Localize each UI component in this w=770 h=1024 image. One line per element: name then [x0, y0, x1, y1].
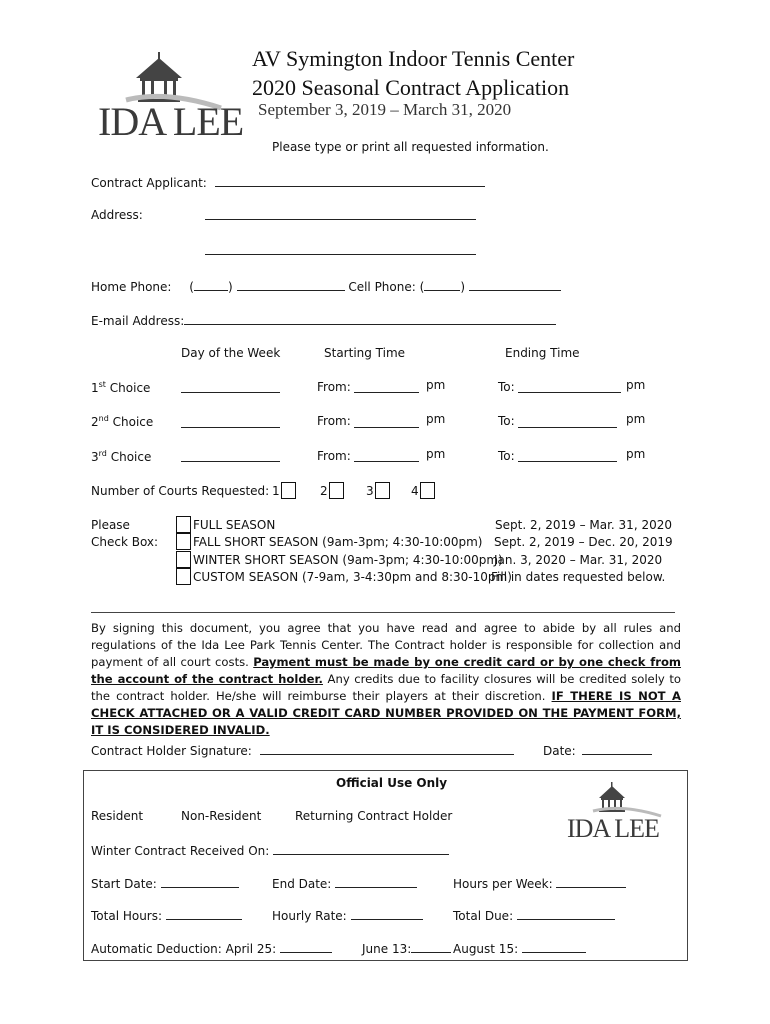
auto-deduction-row — [91, 940, 332, 956]
signature-label: Contract Holder Signature: — [91, 744, 252, 758]
logo-brand-text-small: IDA LEE — [567, 814, 659, 843]
choice-2-to-pm: pm — [626, 412, 646, 426]
total-hours-input[interactable] — [166, 907, 242, 920]
agreement-text-1: By signing this document, you agree that you have read and agree to abide by all rules and regulations of the Ida Lee Park Tennis Center. The Contract holder is responsible for collection and payment of all court costs. — [91, 621, 681, 669]
auto-deduction-april-label: Automatic Deduction: April 25: — [91, 942, 277, 956]
choice-num: 3 — [91, 450, 99, 464]
hours-per-week-label: Hours per Week: — [453, 877, 553, 891]
choice-3-from-pm: pm — [426, 447, 446, 461]
august-deduction-input[interactable] — [522, 940, 586, 953]
choice-row-3 — [91, 449, 151, 464]
hourly-rate-row — [272, 907, 423, 923]
paren-open: ( — [189, 280, 194, 294]
agreement-text-2: Any credits due to facility closures will be credited solely to the contract holder. He/she will reimburse their players at their discretion. — [91, 672, 681, 703]
applicant-row — [91, 174, 485, 190]
choice-sup: rd — [98, 449, 107, 458]
date-input[interactable] — [582, 742, 652, 755]
address-line-1[interactable] — [205, 219, 476, 220]
court-option-1-label: 1 — [272, 484, 280, 498]
choice-label: Choice — [109, 381, 151, 395]
season-fall-dates: Sept. 2, 2019 – Dec. 20, 2019 — [494, 535, 673, 549]
total-due-row — [453, 907, 615, 923]
june-label: June 13: — [362, 942, 412, 956]
season-full-checkbox[interactable] — [176, 516, 191, 533]
paren-close: ) — [227, 280, 233, 294]
address-label: Address: — [91, 208, 143, 222]
non-resident-label: Non-Resident — [181, 809, 262, 823]
total-hours-label: Total Hours: — [91, 909, 163, 923]
phone-row — [91, 278, 561, 294]
signature-row — [91, 742, 514, 758]
choice-sup: nd — [98, 414, 109, 423]
agreement-paragraph — [91, 620, 681, 739]
choice-2-to-input[interactable] — [518, 427, 617, 428]
applicant-label: Contract Applicant: — [91, 176, 207, 190]
august-label: August 15: — [453, 942, 519, 956]
choice-num: 1 — [91, 381, 99, 395]
choice-sup: st — [98, 380, 106, 389]
season-fall-checkbox[interactable] — [176, 533, 191, 550]
court-option-2-label: 2 — [320, 484, 328, 498]
home-phone-label: Home Phone: — [91, 280, 172, 294]
col-day-header: Day of the Week — [181, 346, 281, 360]
june-row — [362, 940, 451, 956]
season-custom-dates: Fill in dates requested below. — [491, 570, 666, 584]
home-area-code[interactable] — [194, 278, 228, 291]
choice-label: Choice — [112, 415, 154, 429]
end-date-label: End Date: — [272, 877, 332, 891]
choice-2-from-label: From: — [317, 414, 351, 428]
section-divider — [91, 612, 675, 613]
winter-received-label: Winter Contract Received On: — [91, 844, 270, 858]
agreement-invalid-notice: IF THERE IS NOT A CHECK ATTACHED OR A VALID CREDIT CARD NUMBER PROVIDED ON THE PAYMENT FORM, IT IS CONSIDERED INVALID. — [91, 689, 681, 737]
logo-brand-text: IDA LEE — [98, 99, 244, 144]
season-custom-checkbox[interactable] — [176, 568, 191, 585]
please-label: Please — [91, 518, 130, 532]
choice-3-day-input[interactable] — [181, 461, 280, 462]
choice-row-2 — [91, 414, 153, 429]
season-fall-name: FALL SHORT SEASON (9am-3pm; 4:30-10:00pm) — [193, 535, 483, 549]
hours-per-week-input[interactable] — [556, 875, 626, 888]
total-due-label: Total Due: — [453, 909, 514, 923]
choice-1-from-label: From: — [317, 380, 351, 394]
court-option-3-checkbox[interactable] — [375, 482, 390, 499]
official-use-title: Official Use Only — [336, 776, 448, 790]
total-due-input[interactable] — [517, 907, 615, 920]
start-date-input[interactable] — [161, 875, 239, 888]
total-hours-row — [91, 907, 242, 923]
paren-open: ( — [419, 280, 425, 294]
address-line-2[interactable] — [205, 254, 476, 255]
date-row — [543, 742, 652, 758]
court-option-4-checkbox[interactable] — [420, 482, 435, 499]
hourly-rate-label: Hourly Rate: — [272, 909, 347, 923]
home-phone-input[interactable] — [237, 278, 345, 291]
choice-1-from-pm: pm — [426, 378, 446, 392]
choice-1-to-input[interactable] — [518, 392, 621, 393]
choice-label: Choice — [110, 450, 152, 464]
choice-1-from-input[interactable] — [354, 392, 419, 393]
season-winter-checkbox[interactable] — [176, 551, 191, 568]
choice-3-from-input[interactable] — [354, 461, 419, 462]
april-deduction-input[interactable] — [280, 940, 332, 953]
check-box-label: Check Box: — [91, 535, 159, 549]
choice-3-to-pm: pm — [626, 447, 646, 461]
end-date-row — [272, 875, 417, 891]
agreement-payment-notice: Payment must be made by one credit card or by one check from the account of the contract holder. — [91, 655, 682, 686]
email-row — [91, 312, 556, 328]
choice-row-1 — [91, 380, 150, 395]
returning-holder-label: Returning Contract Holder — [295, 809, 453, 823]
choice-2-to-label: To: — [498, 414, 515, 428]
instruction-text: Please type or print all requested information. — [272, 140, 549, 154]
choice-num: 2 — [91, 415, 99, 429]
season-full-dates: Sept. 2, 2019 – Mar. 31, 2020 — [495, 518, 672, 532]
col-start-header: Starting Time — [324, 346, 406, 360]
choice-2-day-input[interactable] — [181, 427, 280, 428]
june-deduction-input[interactable] — [411, 940, 451, 953]
choice-3-from-label: From: — [317, 449, 351, 463]
winter-received-input[interactable] — [273, 842, 449, 855]
winter-received-row — [91, 842, 449, 858]
end-date-input[interactable] — [335, 875, 417, 888]
choice-3-to-label: To: — [498, 449, 515, 463]
choice-2-from-input[interactable] — [354, 427, 419, 428]
hourly-rate-input[interactable] — [351, 907, 423, 920]
hours-per-week-row — [453, 875, 626, 891]
season-custom-name: CUSTOM SEASON (7-9am, 3-4:30pm and 8:30-10pm) — [193, 570, 512, 584]
email-label: E-mail Address: — [91, 314, 185, 328]
choice-2-from-pm: pm — [426, 412, 446, 426]
start-date-row — [91, 875, 239, 891]
court-option-1-checkbox[interactable] — [281, 482, 296, 499]
court-option-3-label: 3 — [366, 484, 374, 498]
choice-1-day-input[interactable] — [181, 392, 280, 393]
date-label: Date: — [543, 744, 576, 758]
season-dates: September 3, 2019 – March 31, 2020 — [258, 100, 512, 119]
resident-label: Resident — [91, 809, 144, 823]
courts-label: Number of Courts Requested: — [91, 484, 270, 498]
court-option-4-label: 4 — [411, 484, 419, 498]
title-line-1: AV Symington Indoor Tennis Center — [252, 46, 575, 71]
title-line-2: 2020 Seasonal Contract Application — [252, 75, 570, 100]
cell-phone-label: Cell Phone: — [348, 280, 416, 294]
season-full-name: FULL SEASON — [193, 518, 276, 532]
email-input[interactable] — [184, 312, 556, 325]
choice-1-to-label: To: — [498, 380, 515, 394]
col-end-header: Ending Time — [505, 346, 580, 360]
paren-close: ) — [460, 280, 465, 294]
start-date-label: Start Date: — [91, 877, 157, 891]
season-winter-name: WINTER SHORT SEASON (9am-3pm; 4:30-10:00pm) — [193, 553, 503, 567]
signature-input[interactable] — [260, 742, 514, 755]
choice-3-to-input[interactable] — [518, 461, 617, 462]
cell-phone-input[interactable] — [469, 278, 561, 291]
court-option-2-checkbox[interactable] — [329, 482, 344, 499]
august-row — [453, 940, 586, 956]
cell-area-code[interactable] — [424, 278, 460, 291]
season-winter-dates: Jan. 3, 2020 – Mar. 31, 2020 — [494, 553, 663, 567]
choice-1-to-pm: pm — [626, 378, 646, 392]
applicant-input[interactable] — [215, 174, 485, 187]
